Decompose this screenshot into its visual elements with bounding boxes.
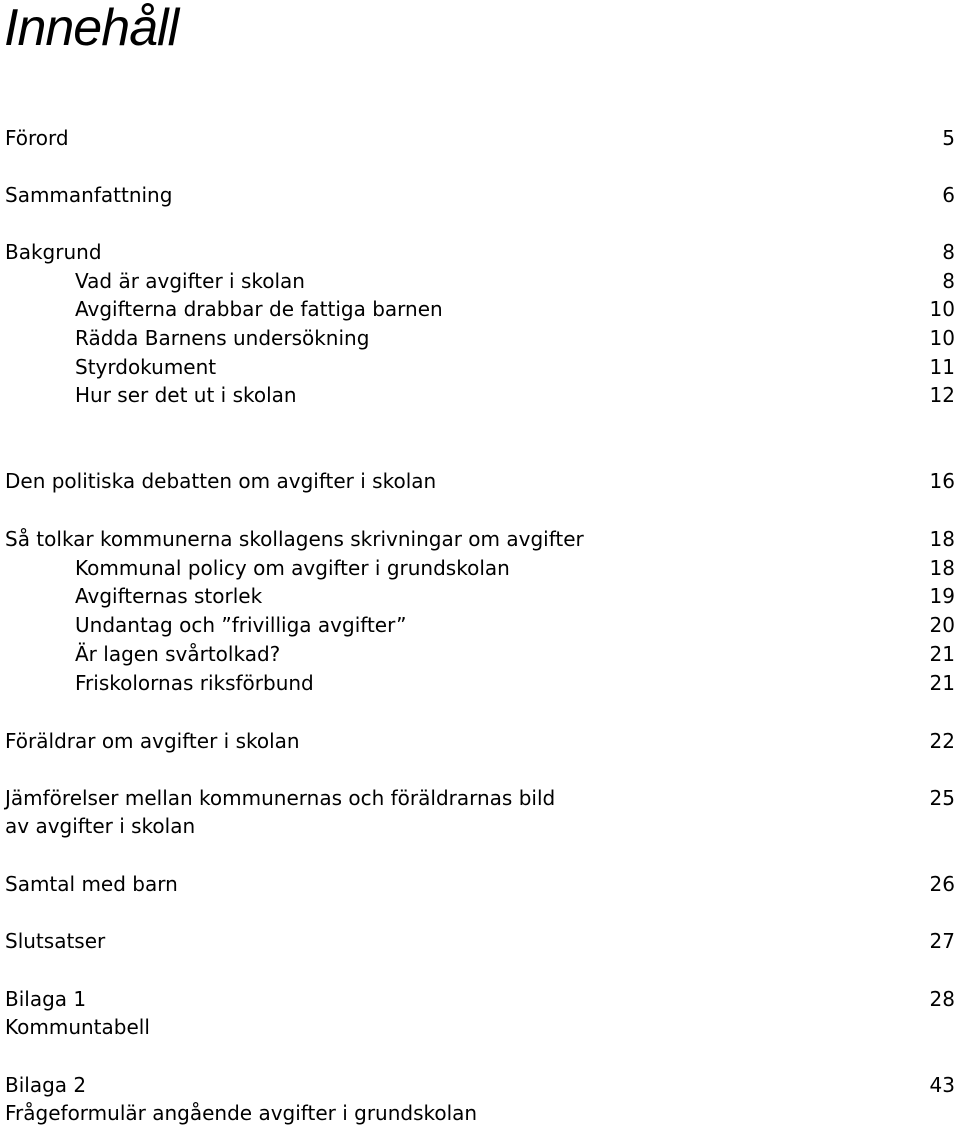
toc-entry-bilaga-2[interactable] bbox=[0, 1071, 960, 1099]
toc-entry-page: 20 bbox=[929, 613, 955, 637]
toc-entry-label: Sammanfattning bbox=[5, 183, 173, 207]
toc-subentry-hur-ser[interactable] bbox=[0, 381, 960, 409]
toc-entry-label-continuation: Frågeformulär angående avgifter i grundskolan bbox=[5, 1101, 478, 1125]
toc-entry-foraldrar[interactable] bbox=[0, 727, 960, 755]
toc-entry-page: 8 bbox=[942, 269, 955, 293]
toc-entry-label: Vad är avgifter i skolan bbox=[75, 269, 305, 293]
toc-entry-label: Slutsatser bbox=[5, 929, 106, 953]
toc-entry-page: 6 bbox=[942, 183, 955, 207]
toc-entry-label: Undantag och ”frivilliga avgifter” bbox=[75, 613, 407, 637]
toc-entry-page: 19 bbox=[929, 584, 955, 608]
toc-entry-page: 21 bbox=[929, 671, 955, 695]
toc-entry-label: Den politiska debatten om avgifter i skolan bbox=[5, 469, 437, 493]
toc-entry-page: 5 bbox=[942, 126, 955, 150]
toc-entry-page: 22 bbox=[929, 729, 955, 753]
toc-entry-page: 28 bbox=[929, 987, 955, 1011]
toc-entry-label: Bakgrund bbox=[5, 240, 102, 264]
toc-entry-label: Friskolornas riksförbund bbox=[75, 671, 314, 695]
toc-entry-page: 27 bbox=[929, 929, 955, 953]
toc-entry-bilaga-1[interactable] bbox=[0, 985, 960, 1013]
toc-entry-page: 18 bbox=[929, 527, 955, 551]
toc-entry-page: 11 bbox=[929, 355, 955, 379]
toc-entry-label: Samtal med barn bbox=[5, 872, 178, 896]
toc-subentry-friskolornas[interactable] bbox=[0, 669, 960, 697]
page-title: Innehåll bbox=[4, 0, 179, 57]
toc-entry-page: 18 bbox=[929, 556, 955, 580]
toc-entry-page: 25 bbox=[929, 786, 955, 810]
toc-entry-label: Är lagen svårtolkad? bbox=[75, 642, 281, 666]
toc-entry-label: Avgifternas storlek bbox=[75, 584, 263, 608]
toc-entry-jamforelser[interactable] bbox=[0, 784, 960, 812]
toc-entry-sammanfattning[interactable] bbox=[0, 181, 960, 209]
toc-subentry-radda-barnens[interactable] bbox=[0, 324, 960, 352]
toc-entry-label: Kommunal policy om avgifter i grundskolan bbox=[75, 556, 510, 580]
toc-entry-politiska-debatten[interactable] bbox=[0, 467, 960, 495]
toc-entry-label: Förord bbox=[5, 126, 69, 150]
toc-entry-label: Jämförelser mellan kommunernas och föräldrarnas bild bbox=[5, 786, 556, 810]
toc-subentry-avgifternas-storlek[interactable] bbox=[0, 582, 960, 610]
toc-entry-page: 10 bbox=[929, 297, 955, 321]
toc-entry-label: Hur ser det ut i skolan bbox=[75, 383, 297, 407]
toc-subentry-ar-lagen[interactable] bbox=[0, 640, 960, 668]
toc-entry-slutsatser[interactable] bbox=[0, 927, 960, 955]
toc-subentry-kommunal-policy[interactable] bbox=[0, 554, 960, 582]
toc-entry-label-continuation: av avgifter i skolan bbox=[5, 814, 196, 838]
toc-entry-page: 26 bbox=[929, 872, 955, 896]
toc-entry-label: Avgifterna drabbar de fattiga barnen bbox=[75, 297, 443, 321]
toc-entry-label: Föräldrar om avgifter i skolan bbox=[5, 729, 300, 753]
toc-entry-page: 8 bbox=[942, 240, 955, 264]
toc-entry-bakgrund[interactable] bbox=[0, 238, 960, 266]
toc-entry-label: Styrdokument bbox=[75, 355, 217, 379]
toc-subentry-undantag[interactable] bbox=[0, 611, 960, 639]
toc-subentry-avgifterna-drabbar[interactable] bbox=[0, 295, 960, 323]
toc-entry-page: 16 bbox=[929, 469, 955, 493]
toc-entry-label: Så tolkar kommunerna skollagens skrivningar om avgifter bbox=[5, 527, 584, 551]
toc-entry-page: 10 bbox=[929, 326, 955, 350]
toc-entry-forord[interactable] bbox=[0, 124, 960, 152]
toc-entry-label: Rädda Barnens undersökning bbox=[75, 326, 370, 350]
toc-subentry-vad-ar[interactable] bbox=[0, 267, 960, 295]
toc-entry-label: Bilaga 1 bbox=[5, 987, 87, 1011]
toc-entry-page: 12 bbox=[929, 383, 955, 407]
toc-entry-sa-tolkar[interactable] bbox=[0, 525, 960, 553]
toc-entry-page: 21 bbox=[929, 642, 955, 666]
toc-entry-page: 43 bbox=[929, 1073, 955, 1097]
toc-entry-label: Bilaga 2 bbox=[5, 1073, 87, 1097]
toc-entry-samtal[interactable] bbox=[0, 870, 960, 898]
toc-entry-label-continuation: Kommuntabell bbox=[5, 1015, 150, 1039]
toc-subentry-styrdokument[interactable] bbox=[0, 353, 960, 381]
